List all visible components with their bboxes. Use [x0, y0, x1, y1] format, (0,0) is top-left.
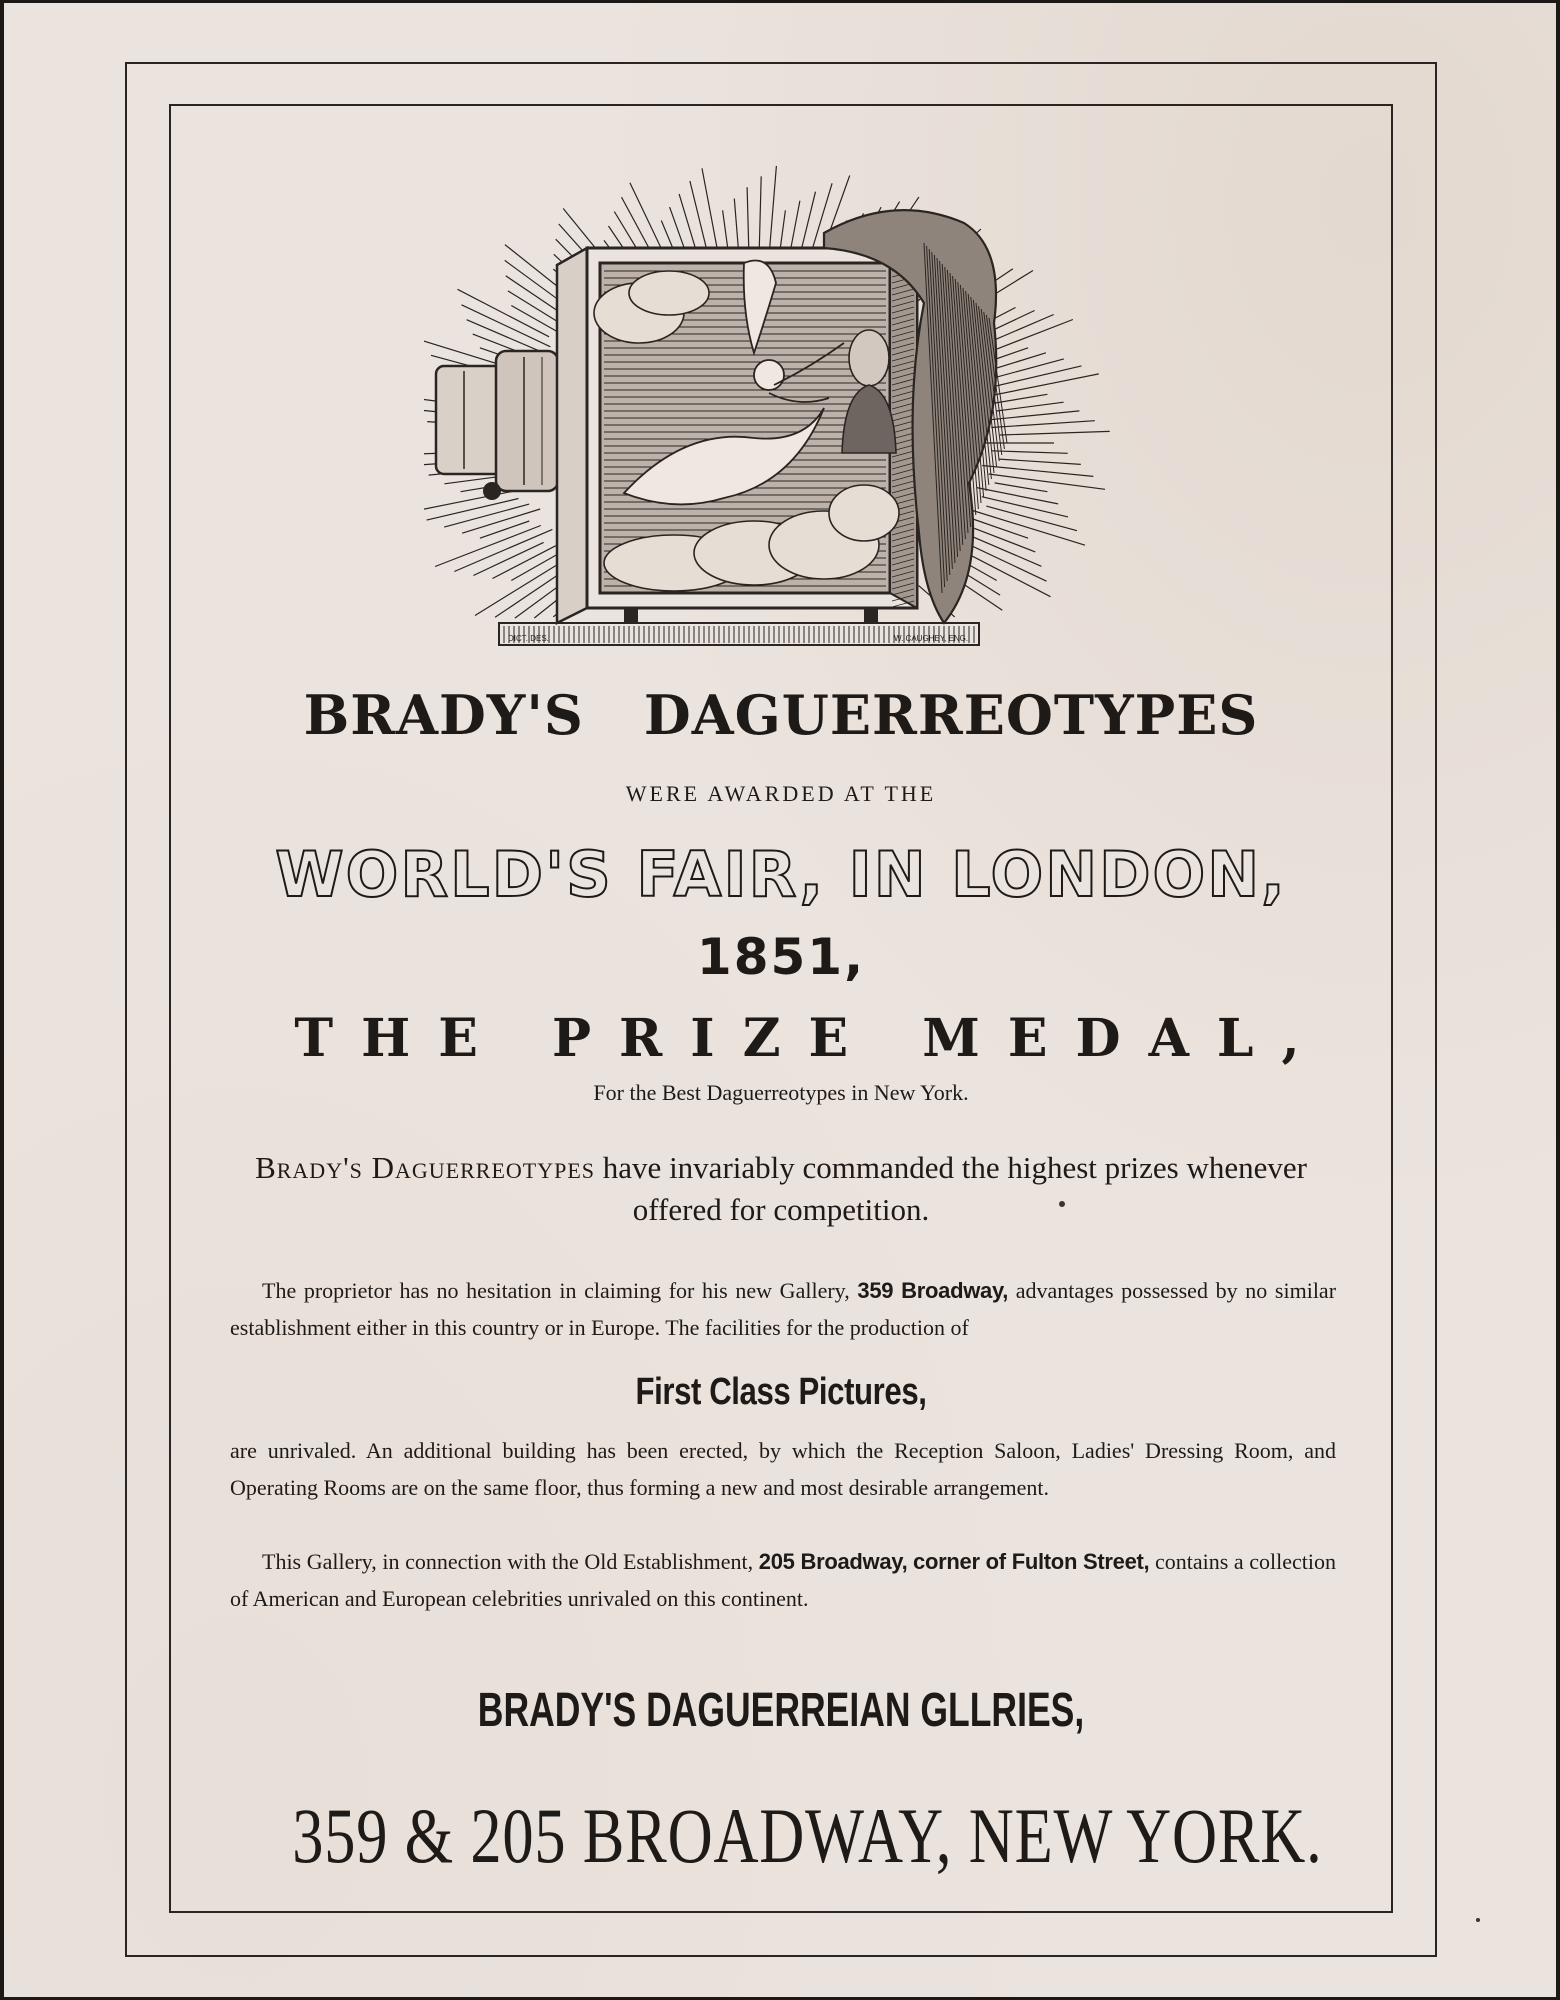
lead-rest: have invariably commanded the highest prizes whenever offered for competition.: [602, 1150, 1307, 1227]
paragraph-unrivaled: [230, 1432, 1336, 1506]
para3-corner: corner of Fulton Street,: [913, 1549, 1150, 1574]
para1-address: 359 Broadway,: [857, 1278, 1009, 1303]
para1-text-b: advantages possessed by no similar establishment either in this country or in Europe. The facilities for the production of: [230, 1278, 1337, 1340]
address-heading: 359 & 205 BROADWAY, NEW YORK.: [292, 1792, 1323, 1879]
ink-speck: [1059, 1201, 1065, 1207]
awarded-line: WERE AWARDED AT THE: [625, 781, 937, 806]
para1-text-a: The proprietor has no hesitation in claiming for his new Gallery,: [262, 1278, 850, 1303]
camera-engraving: [424, 153, 1124, 663]
lead-statement: [226, 1147, 1336, 1231]
best-daguerreotypes-line: For the Best Daguerreotypes in New York.: [593, 1080, 969, 1105]
para3-text-a: This Gallery, in connection with the Old Establishment,: [262, 1549, 754, 1574]
headline-title: [170, 683, 1392, 747]
advertisement-page: [4, 3, 1556, 1997]
lead-name: Brady's Daguerreotypes: [255, 1150, 596, 1185]
camera-box: [557, 248, 917, 623]
paragraph-proprietor: [230, 1272, 1336, 1346]
title-daguerreotypes: DAGUERREOTYPES: [643, 683, 1259, 747]
para2-text: are unrivaled. An additional building has been erected, by which the Reception Saloon, Ladies' Dressing Room, and Operating Rooms are on the same floor, thus forming a new and most desirable arrangement.: [230, 1438, 1336, 1500]
worlds-fair-heading: WORLD'S FAIR, IN LONDON,: [275, 838, 1287, 911]
para3-text-b: contains a collection of American and European celebrities unrivaled on this continent.: [230, 1549, 1337, 1611]
year-heading: 1851,: [696, 928, 866, 986]
para3-address: 205 Broadway,: [758, 1549, 908, 1574]
title-brady: BRADY'S: [303, 683, 584, 747]
paragraph-gallery: [230, 1543, 1336, 1617]
galleries-heading: BRADY'S DAGUERREIAN GLLRIES,: [477, 1684, 1085, 1737]
lens-barrel: [436, 351, 558, 500]
first-class-pictures-heading: First Class Pictures,: [635, 1371, 927, 1413]
engraving-left-signature: DICT. DES.: [508, 634, 549, 643]
prize-medal-heading: THE PRIZE MEDAL,: [294, 1008, 1328, 1069]
engraving-right-signature: W. CAUGHEY, ENG.: [894, 634, 969, 643]
ink-speck: [1476, 1918, 1480, 1922]
